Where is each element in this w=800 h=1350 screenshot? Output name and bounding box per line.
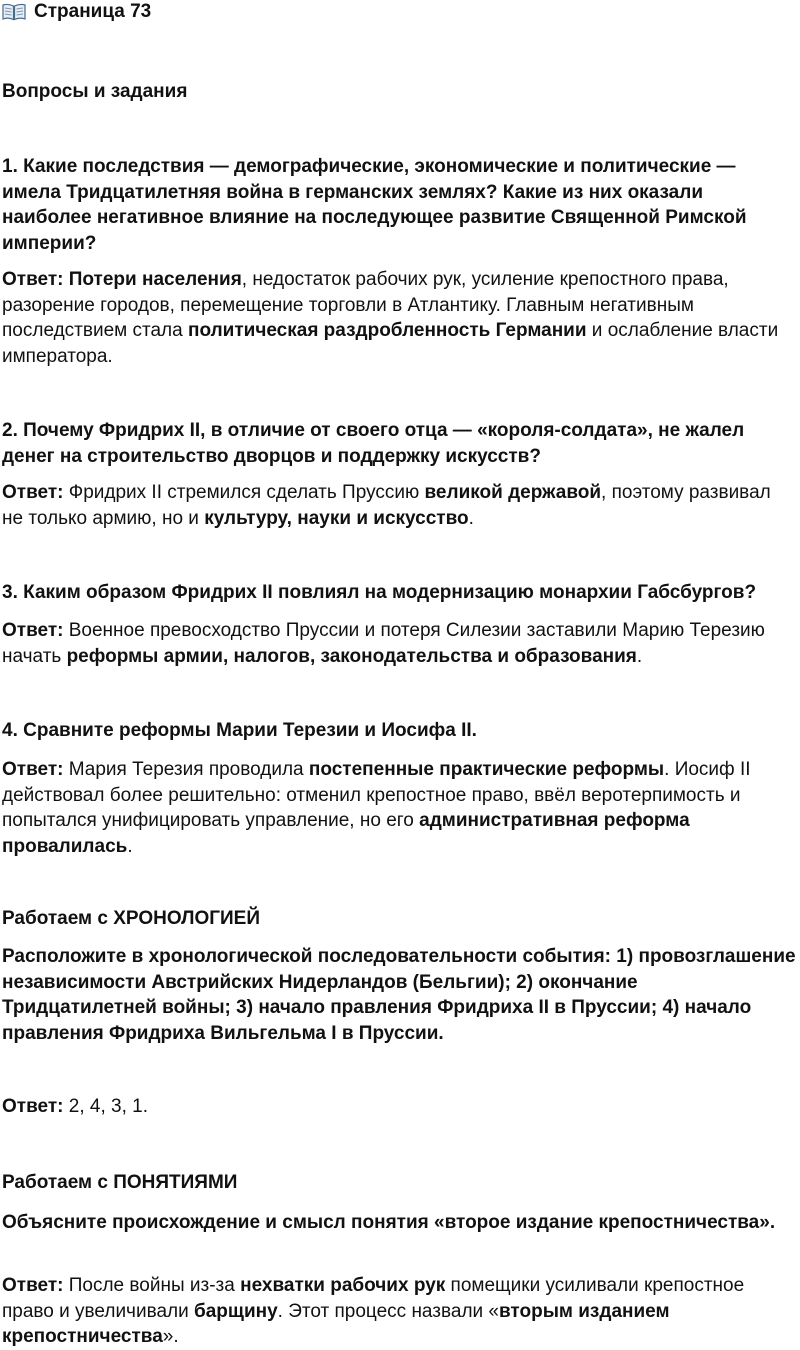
section-heading-questions: Вопросы и задания <box>2 81 188 102</box>
text-run: , поэтому развивал не только армию, но и <box>2 482 771 529</box>
concepts-answer <box>2 1273 796 1350</box>
text-run: . <box>468 507 474 529</box>
bold-run: реформы армии, налогов, законодательства и образования <box>66 645 637 667</box>
bold-run: вторым изданием крепостничества <box>2 1300 670 1347</box>
page-header <box>2 0 796 25</box>
bold-run: Потери населения <box>68 269 242 290</box>
text-run: Фридрих II стремился сделать Пруссию <box>68 482 425 503</box>
answer-label: Ответ: <box>2 1096 69 1117</box>
chronology-answer <box>2 1094 796 1120</box>
bold-run: постепенные практические реформы <box>308 759 665 780</box>
question-3: 3. Каким образом Фридрих II повлиял на модернизацию монархии Габсбургов? <box>2 582 757 603</box>
bold-run: Ответ: <box>2 759 69 780</box>
section-heading-concepts: Работаем с ПОНЯТИЯМИ <box>2 1172 238 1193</box>
text-run: . Этот процесс назвали « <box>277 1300 499 1322</box>
text-run: ». <box>162 1326 179 1347</box>
answer-value: 2, 4, 3, 1. <box>68 1096 148 1117</box>
answer-1 <box>2 267 796 369</box>
chronology-task: Расположите в хронологической последовательности события: 1) провозглашение независимости Австрийских Нидерландов (Бельгии); 2) окончание Тридцатилетней войны; 3) начало правления Фридриха II в Пруссии; 4) начало правления Фридриха Вильгельма I в Пруссии. <box>2 946 796 1044</box>
answer-3 <box>2 618 796 669</box>
bold-run: культуру, науки и искусство <box>204 507 469 529</box>
bold-run: великой державой <box>424 482 602 503</box>
concepts-task: Объясните происхождение и смысл понятия «второе издание крепостничества». <box>2 1212 776 1233</box>
answer-4 <box>2 757 796 859</box>
text-run: . <box>127 835 133 857</box>
bold-run: нехватки рабочих рук <box>240 1275 446 1296</box>
bold-run: Ответ: <box>2 1275 69 1296</box>
open-book-icon <box>2 2 28 22</box>
text-run: . <box>636 645 643 667</box>
question-1: 1. Какие последствия — демографические, экономические и политические — имела Тридцатилетняя война в германских землях? Какие из них оказали наиболее негативное влияние на последующее развитие Священной Римской империи? <box>2 156 747 254</box>
bold-run: административная реформа провалилась <box>2 810 690 857</box>
answer-2 <box>2 480 796 531</box>
bold-run: Ответ: <box>2 482 69 503</box>
question-2: 2. Почему Фридрих II, в отличие от своего отца — «короля-солдата», не жалел денег на строительство дворцов и поддержку искусств? <box>2 420 745 467</box>
question-4: 4. Сравните реформы Марии Терезии и Иосифа II. <box>2 720 477 741</box>
text-run: и ослабление власти императора. <box>2 320 779 367</box>
page-title: Страница 73 <box>34 1 152 22</box>
text-run: После войны из-за <box>68 1275 241 1296</box>
text-run: Мария Терезия проводила <box>68 759 309 780</box>
text-run: помещики усиливали крепостное право и увеличивали <box>2 1275 745 1322</box>
bold-run: Ответ: <box>2 620 69 641</box>
text-run: , недостаток рабочих рук, усиление крепостного права, разорение городов, перемещение торговли в Атлантику. Главным негативным последствием стала <box>2 269 729 341</box>
text-run: Военное превосходство Пруссии и потеря Силезии заставили Марию Терезию начать <box>2 620 765 667</box>
text-run: . Иосиф II действовал более решительно: отменил крепостное право, ввёл веротерпимость и попытался унифицировать управление, но его <box>2 759 751 831</box>
section-heading-chronology: Работаем с ХРОНОЛОГИЕЙ <box>2 908 260 929</box>
bold-run: политическая раздробленность Германии <box>187 320 587 341</box>
bold-run: барщину <box>194 1300 278 1322</box>
bold-run: Ответ: <box>2 269 69 290</box>
